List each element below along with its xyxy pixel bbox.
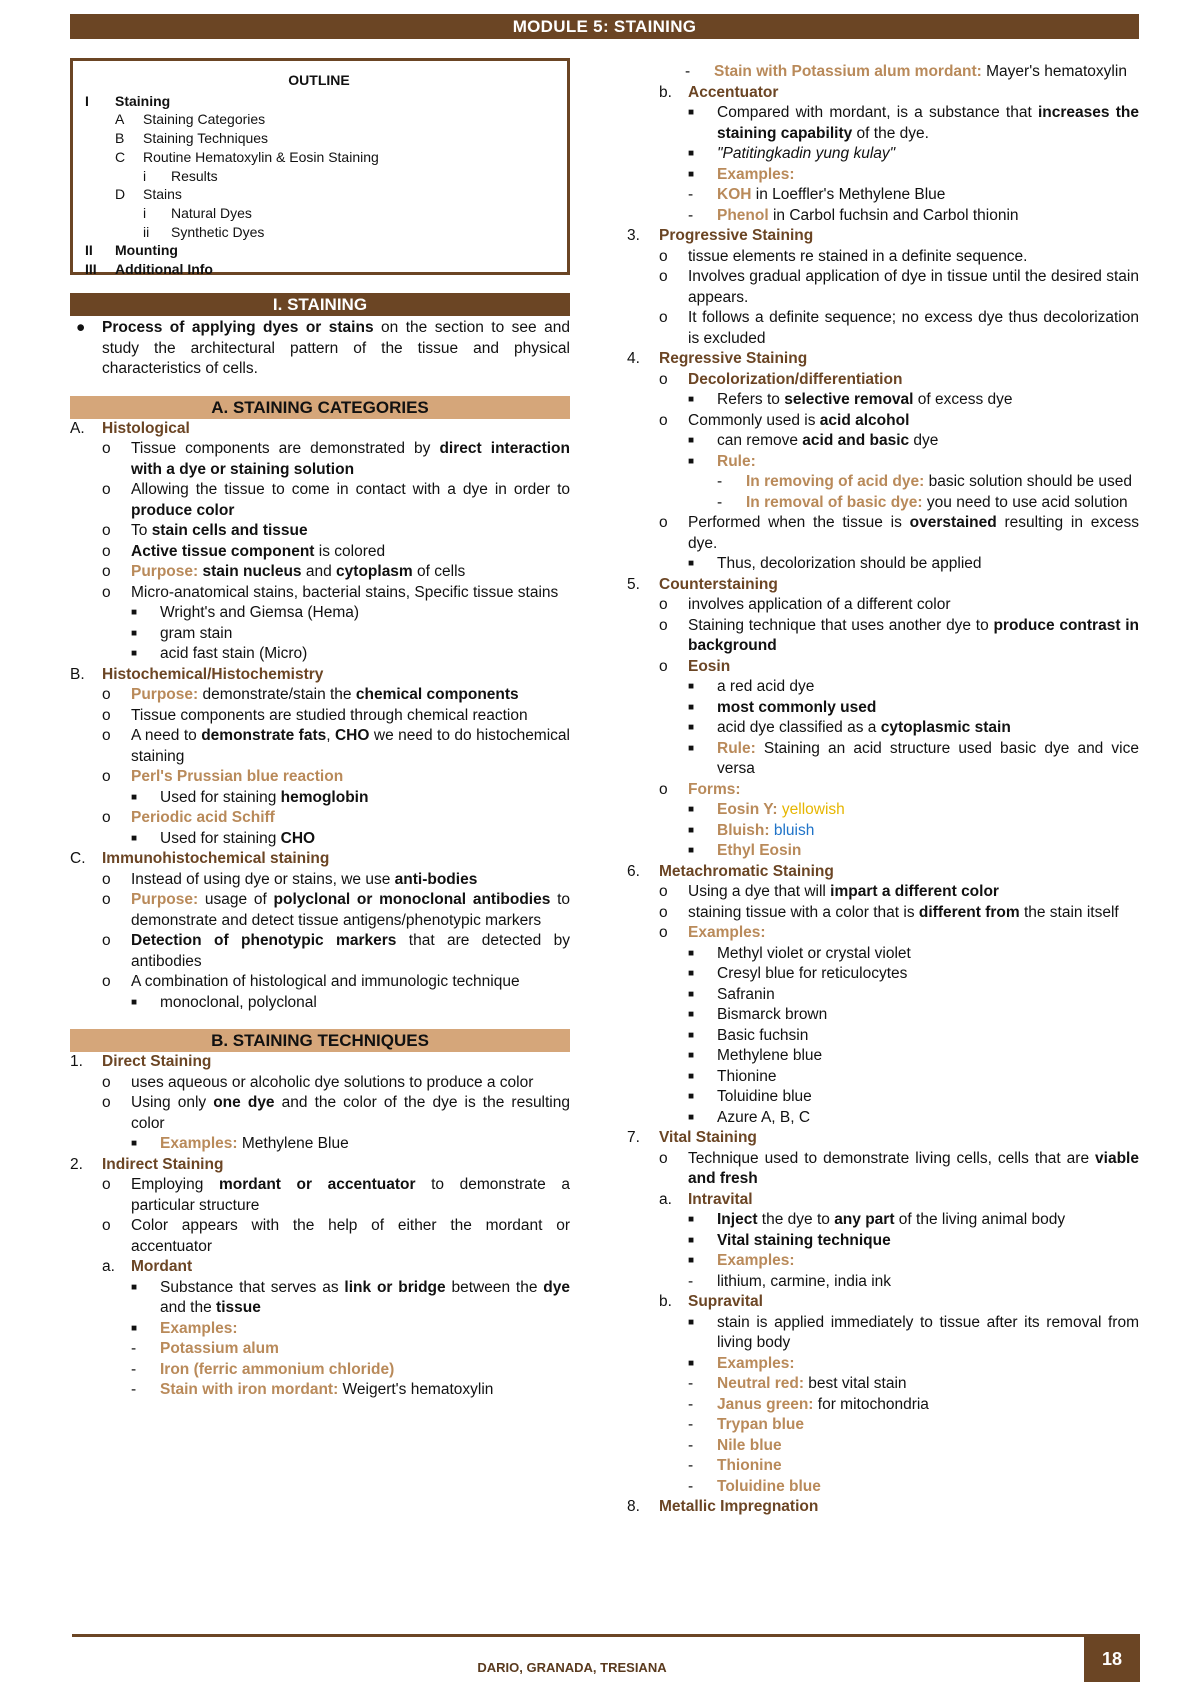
list-item: o Forms: [659,780,741,798]
list-item: ■ Examples: Methylene Blue [131,1135,349,1152]
list-item: 7. Vital Staining [627,1129,757,1146]
list-item: o Using only one dye and the color of the dye is the resulting color [102,1094,570,1132]
list-item: ■ Inject the dye to any part of the living animal body [688,1211,1066,1228]
list-item: o Using a dye that will impart a different color [659,883,999,900]
outline-item: C Routine Hematoxylin & Eosin Staining [115,148,379,165]
page-number: 18 [1084,1637,1140,1682]
outline-item: I Staining [85,92,171,109]
list-item: o A need to demonstrate fats, CHO we need to do histochemical staining [102,727,570,765]
outline-item: A Staining Categories [115,111,266,128]
list-item: 3. Progressive Staining [627,227,814,244]
list-item: o Active tissue component is colored [102,542,386,560]
list-item: ■ Ethyl Eosin [688,842,802,859]
footer-authors: DARIO, GRANADA, TRESIANA [477,1660,667,1675]
list-item: ■ Used for staining CHO [131,829,316,847]
list-item: o Staining technique that uses another dye to produce contrast in background [659,616,1139,654]
list-item: o Performed when the tissue is overstained resulting in excess dye. [659,514,1139,552]
list-item: - In removing of acid dye: basic solution should be used [717,473,1132,490]
outline-item: D Stains [115,186,182,203]
list-item: o Purpose: demonstrate/stain the chemical components [102,686,519,703]
list-item: ■ can remove acid and basic dye [688,432,939,449]
list-item: ■ Rule: Staining an acid structure used basic dye and vice versa [688,739,1139,777]
list-item: o Periodic acid Schiff [102,809,275,826]
list-item: o It follows a definite sequence; no excess dye thus decolorization is excluded [659,309,1139,347]
list-item: o Employing mordant or accentuator to demonstrate a particular structure [102,1176,570,1214]
list-item: o Purpose: usage of polyclonal or monoclonal antibodies to demonstrate and detect tissue antigens/phenotypic markers [102,891,571,929]
list-item: o Detection of phenotypic markers that are detected by antibodies [102,932,570,970]
outline-item: i Natural Dyes [143,204,252,221]
list-item: o Commonly used is acid alcohol [659,411,910,429]
list-item: - Stain with iron mordant: Weigert's hematoxylin [131,1381,494,1398]
list-item: B. Histochemical/Histochemistry [70,665,324,683]
list-item: o A combination of histological and immunologic technique [102,973,520,990]
list-item: ■ Methyl violet or crystal violet [688,944,911,962]
list-item: o tissue elements re stained in a definite sequence. [659,247,1028,265]
list-item: o To stain cells and tissue [102,522,308,539]
list-item: ■ monoclonal, polyclonal [131,993,317,1011]
list-item: ■ "Patitingkadin yung kulay" [688,145,896,162]
list-item: o Purpose: stain nucleus and cytoplasm of cells [102,563,466,580]
list-item: o Eosin [659,657,731,675]
page-title: MODULE 5: STAINING [70,14,1139,39]
list-item: a. Mordant [102,1258,193,1275]
list-item: ■ a red acid dye [688,678,815,695]
list-item: ■ Azure A, B, C [688,1108,811,1126]
list-item: o Instead of using dye or stains, we use anti-bodies [102,870,478,888]
list-item: ■ Basic fuchsin [688,1026,809,1044]
list-item: ■ most commonly used [688,698,877,716]
outline-item: II Mounting [85,242,178,259]
footer-divider [72,1634,1140,1637]
section-heading-categories: A. STAINING CATEGORIES [70,396,570,419]
outline-title: OUTLINE [288,72,350,88]
list-item: 4. Regressive Staining [627,350,808,367]
list-item: - Stain with Potassium alum mordant: Mayer's hematoxylin [685,63,1127,80]
list-item: ■ Wright's and Giemsa (Hema) [131,604,360,621]
outline-item: ii Synthetic Dyes [143,223,265,240]
list-item: ■ Refers to selective removal of excess dye [688,391,1013,408]
left-column [70,58,570,1401]
list-item: C. Immunohistochemical staining [70,850,330,867]
list-item: - Neutral red: best vital stain [688,1375,907,1392]
list-item: ■ Used for staining hemoglobin [131,788,369,806]
list-item: o Involves gradual application of dye in tissue until the desired stain appears. [659,268,1139,306]
list-item: ■ Examples: [131,1319,238,1337]
list-item: ■ Examples: [688,165,795,183]
list-item: 8. Metallic Impregnation [627,1498,819,1515]
list-item: 1. Direct Staining [70,1053,212,1070]
list-item: o Decolorization/differentiation [659,370,903,388]
list-item: - Trypan blue [688,1416,804,1433]
list-item: ■ Thionine [688,1067,777,1085]
list-item: ■ Toluidine blue [688,1088,812,1105]
outline-item: B Staining Techniques [115,130,269,147]
list-item: o Technique used to demonstrate living cells, cells that are viable and fresh [659,1149,1139,1187]
list-item: o uses aqueous or alcoholic dye solutions to produce a color [102,1073,534,1091]
outline-item: III Additional Info [85,261,213,278]
list-item: - Toluidine blue [688,1477,821,1495]
section-heading-techniques: B. STAINING TECHNIQUES [70,1029,570,1052]
right-column [627,62,1139,1518]
list-item: ■ Compared with mordant, is a substance that increases the staining capability of the dye. [688,104,1139,142]
list-item: - Janus green: for mitochondria [688,1395,929,1413]
list-item: - KOH in Loeffler's Methylene Blue [688,186,946,203]
list-item: - Iron (ferric ammonium chloride) [131,1360,395,1378]
section-heading-staining: I. STAINING [70,293,570,316]
list-item: ■ Rule: [688,452,756,470]
list-item: ■ gram stain [131,624,233,642]
list-item: b. Supravital [659,1293,763,1310]
list-item: ■ stain is applied immediately to tissue after its removal from living body [688,1313,1139,1351]
list-item: - Thionine [688,1457,782,1474]
list-item: ■ Examples: [688,1354,795,1372]
list-item: o Color appears with the help of either the mordant or accentuator [102,1217,570,1255]
list-item: - lithium, carmine, india ink [688,1272,892,1290]
list-item: ■ Vital staining technique [688,1231,891,1249]
list-item: a. Intravital [659,1190,753,1208]
list-item: - Phenol in Carbol fuchsin and Carbol thionin [688,206,1019,224]
list-item: ■ Cresyl blue for reticulocytes [688,965,908,982]
list-item: ■ Safranin [688,985,775,1003]
list-item: 6. Metachromatic Staining [627,862,834,880]
list-item: ■ Methylene blue [688,1047,823,1064]
list-item: ■ Thus, decolorization should be applied [688,555,982,572]
list-item: o Micro-anatomical stains, bacterial stains, Specific tissue stains [102,583,559,601]
list-item: o Perl's Prussian blue reaction [102,768,344,785]
list-item: b. Accentuator [659,83,779,101]
list-item: 5. Counterstaining [627,575,778,593]
list-item: o Tissue components are demonstrated by direct interaction with a dye or staining solution [102,440,570,478]
list-item: ■ Substance that serves as link or bridge between the dye and the tissue [131,1278,570,1316]
list-item: ■ Bluish: bluish [688,821,815,839]
list-item: ■ Bismarck brown [688,1006,828,1023]
list-item: o Tissue components are studied through chemical reaction [102,706,528,724]
list-item: 2. Indirect Staining [70,1155,224,1173]
list-item: - Potassium alum [131,1340,279,1357]
list-item: - In removal of basic dye: you need to use acid solution [717,493,1128,511]
list-item: o Examples: [659,924,766,941]
list-item: A. Histological [70,419,190,437]
list-item: o Allowing the tissue to come in contact with a dye in order to produce color [102,481,570,519]
list-item: ■ Examples: [688,1252,795,1269]
outline-item: i Results [143,167,218,184]
list-item: o staining tissue with a color that is different from the stain itself [659,903,1119,921]
list-item: ■ Eosin Y: yellowish [688,801,845,818]
outline-box [70,58,570,278]
intro-paragraph: ● Process of applying dyes or stains on the section to see and study the architectural pattern of the tissue and physical characteristics of cells. [76,319,570,377]
list-item: - Nile blue [688,1436,782,1454]
list-item: ■ acid dye classified as a cytoplasmic stain [688,719,1011,736]
list-item: o involves application of a different color [659,596,951,613]
list-item: ■ acid fast stain (Micro) [131,645,308,662]
